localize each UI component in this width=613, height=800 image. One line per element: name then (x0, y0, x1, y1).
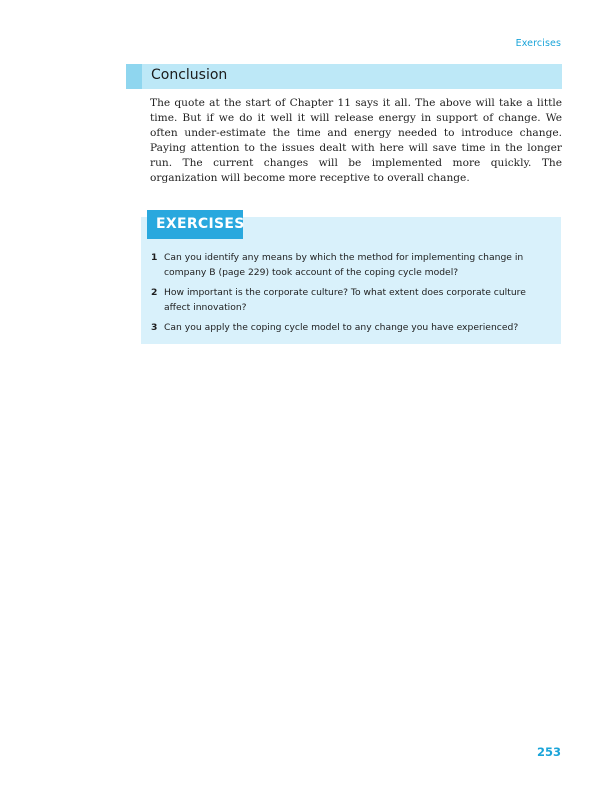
exercise-item (151, 250, 553, 280)
exercise-item (151, 320, 553, 335)
conclusion-heading: Conclusion (151, 67, 228, 83)
exercise-item (151, 285, 553, 315)
exercise-number: 2 (151, 287, 158, 298)
exercise-list (151, 250, 553, 340)
exercise-text: How important is the corporate culture? To what extent does corporate culture affect innovation? (164, 287, 526, 313)
conclusion-heading-band (126, 64, 562, 89)
exercise-text: Can you identify any means by which the method for implementing change in company B (page 229) took account of the coping cycle model? (164, 252, 524, 278)
exercise-text: Can you apply the coping cycle model to any change you have experienced? (164, 322, 519, 333)
heading-accent-bar (126, 64, 142, 89)
exercise-number: 3 (151, 322, 158, 333)
exercises-title: EXERCISES (147, 210, 243, 239)
conclusion-paragraph: The quote at the start of Chapter 11 says it all. The above will take a little time. But if we do it well it will release energy in support of change. We often under-estimate the time and energy needed to introduce change. Paying attention to the issues dealt with here will save time in the longer run. The current changes will be implemented more quickly. The organization will become more receptive to overall change. (150, 97, 562, 184)
page-number: 253 (536, 745, 561, 759)
exercise-number: 1 (151, 252, 158, 263)
running-head: Exercises (515, 38, 561, 49)
